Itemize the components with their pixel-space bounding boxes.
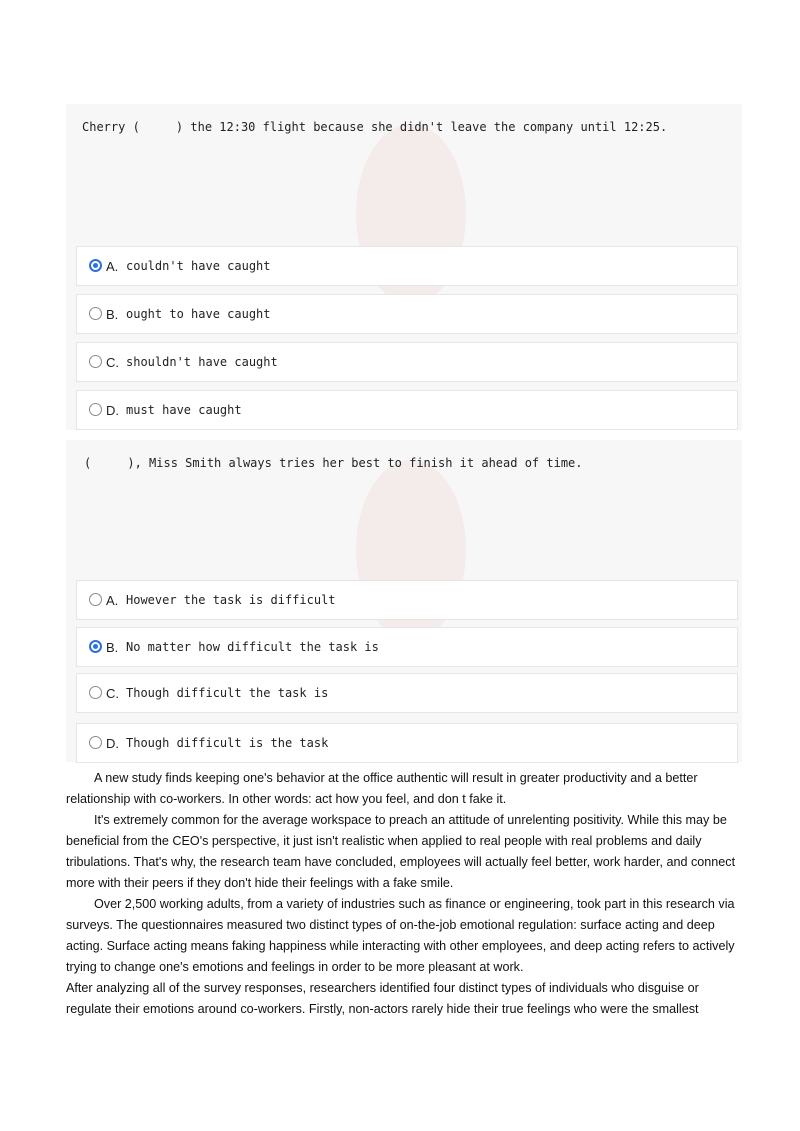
option-letter: C. [106, 686, 119, 701]
radio-selected-icon[interactable] [89, 259, 102, 272]
option-letter: A. [106, 593, 119, 608]
option-d[interactable] [76, 390, 738, 430]
option-letter: A. [106, 259, 119, 274]
option-a[interactable] [76, 246, 738, 286]
question-1-stem: Cherry ( ) the 12:30 flight because she didn't leave the company until 12:25. [82, 120, 668, 134]
option-b[interactable] [76, 627, 738, 667]
radio-icon[interactable] [89, 686, 102, 699]
option-a[interactable] [76, 580, 738, 620]
option-text: must have caught [126, 403, 242, 417]
option-text: ought to have caught [126, 307, 271, 321]
passage-paragraph-2: It's extremely common for the average workspace to preach an attitude of unrelenting positivity. While this may be beneficial from the CEO's perspective, it just isn't realistic when applied to real people with real problems and daily tribulations. That's why, the research team have concluded, employees will actually feel better, work harder, and connect more with their peers if they don't hide their feelings with a fake smile. [66, 813, 736, 890]
option-letter: D. [106, 736, 119, 751]
radio-selected-icon[interactable] [89, 640, 102, 653]
passage-paragraph-1: A new study finds keeping one's behavior at the office authentic will result in greater productivity and a better relationship with co-workers. In other words: act how you feel, and don t fake it. [66, 771, 698, 806]
question-1-panel [66, 104, 742, 430]
option-c[interactable] [76, 342, 738, 382]
option-text: Though difficult the task is [126, 686, 329, 700]
option-d[interactable] [76, 723, 738, 763]
option-letter: B. [106, 640, 119, 655]
radio-icon[interactable] [89, 307, 102, 320]
option-text: However the task is difficult [126, 593, 336, 607]
passage-paragraph-3: Over 2,500 working adults, from a variety of industries such as finance or engineering, took part in this research via surveys. The questionnaires measured two distinct types of on-the-job emotional regulation: surface acting and deep acting. Surface acting means faking happiness while interacting with other employees, and deep acting refers to actively trying to change one's emotions and feelings in order to be more pleasant at work. [66, 897, 735, 974]
radio-icon[interactable] [89, 403, 102, 416]
passage-paragraph-4: After analyzing all of the survey responses, researchers identified four distinct types of individuals who disguise or regulate their emotions around co-workers. Firstly, non-actors rarely hide their true feelings who were the smallest [66, 981, 699, 1016]
option-text: No matter how difficult the task is [126, 640, 379, 654]
question-2-panel [66, 440, 742, 762]
option-letter: B. [106, 307, 119, 322]
radio-icon[interactable] [89, 355, 102, 368]
option-letter: C. [106, 355, 119, 370]
radio-icon[interactable] [89, 593, 102, 606]
option-c[interactable] [76, 673, 738, 713]
option-text: couldn't have caught [126, 259, 271, 273]
option-letter: D. [106, 403, 119, 418]
question-2-stem: ( ), Miss Smith always tries her best to finish it ahead of time. [84, 456, 583, 470]
option-b[interactable] [76, 294, 738, 334]
option-text: Though difficult is the task [126, 736, 329, 750]
option-text: shouldn't have caught [126, 355, 278, 369]
radio-icon[interactable] [89, 736, 102, 749]
